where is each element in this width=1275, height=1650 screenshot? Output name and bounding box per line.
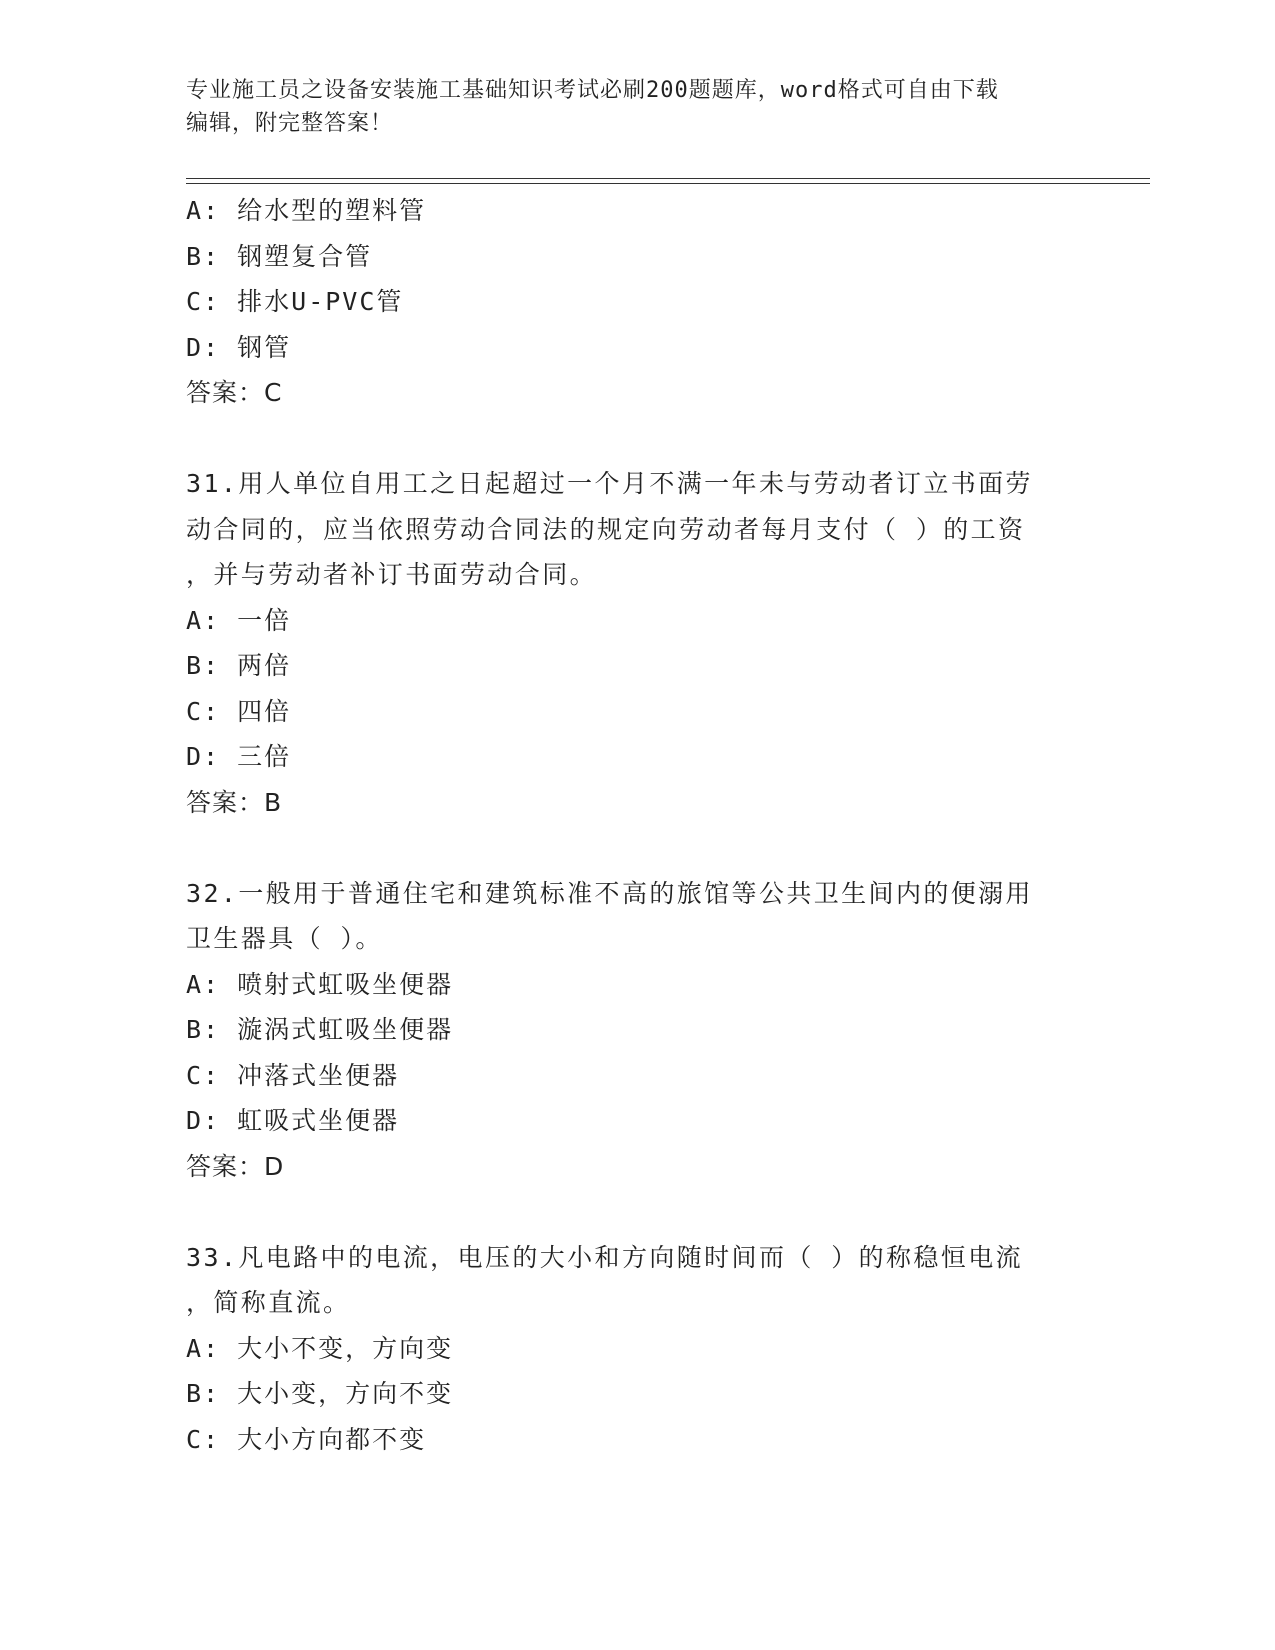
question-33 bbox=[186, 1235, 1086, 1463]
question-text-line: 31.用人单位自用工之日起超过一个月不满一年未与劳动者订立书面劳 bbox=[186, 469, 1033, 498]
option-b: B: 钢塑复合管 bbox=[186, 241, 373, 271]
question-32 bbox=[186, 871, 1086, 1190]
header-divider-top bbox=[186, 178, 1150, 179]
option-c: C: 四倍 bbox=[186, 696, 292, 726]
header-title-line-2: 编辑，附完整答案！ bbox=[186, 111, 394, 136]
option-a: A: 给水型的塑料管 bbox=[186, 196, 427, 225]
option-a: A: 大小不变，方向变 bbox=[186, 1333, 454, 1363]
question-30-continuation bbox=[186, 188, 1086, 416]
spacer bbox=[186, 416, 1086, 462]
option-a: A: 一倍 bbox=[186, 605, 292, 635]
question-text-line: ，并与劳动者补订书面劳动合同。 bbox=[186, 560, 598, 589]
option-c: C: 大小方向都不变 bbox=[186, 1424, 427, 1454]
question-text-line: 动合同的，应当依照劳动合同法的规定向劳动者每月支付（ ）的工资 bbox=[186, 514, 1026, 544]
option-b: B: 大小变，方向不变 bbox=[186, 1379, 454, 1408]
option-c: C: 排水U-PVC管 bbox=[186, 287, 404, 316]
spacer bbox=[186, 1189, 1086, 1235]
spacer bbox=[186, 825, 1086, 871]
option-d: D: 三倍 bbox=[186, 742, 292, 771]
question-list bbox=[186, 188, 1086, 1462]
answer-line: 答案：B bbox=[186, 787, 283, 817]
answer-line: 答案：D bbox=[186, 1151, 285, 1181]
option-d: D: 虹吸式坐便器 bbox=[186, 1106, 400, 1135]
answer-line: 答案：C bbox=[186, 378, 283, 407]
header-divider-bottom bbox=[186, 183, 1150, 184]
question-text-line: ，简称直流。 bbox=[186, 1288, 351, 1317]
header-title-line-1: 专业施工员之设备安装施工基础知识考试必刷200题题库，word格式可自由下载 bbox=[186, 78, 999, 103]
option-a: A: 喷射式虹吸坐便器 bbox=[186, 969, 454, 999]
option-d: D: 钢管 bbox=[186, 332, 292, 362]
question-text-line: 33.凡电路中的电流，电压的大小和方向随时间而（ ）的称稳恒电流 bbox=[186, 1242, 1024, 1272]
option-b: B: 两倍 bbox=[186, 651, 292, 680]
document-header bbox=[186, 74, 1066, 140]
question-text-line: 卫生器具（ ）。 bbox=[186, 924, 383, 953]
question-31 bbox=[186, 461, 1086, 825]
question-text-line: 32.一般用于普通住宅和建筑标准不高的旅馆等公共卫生间内的便溺用 bbox=[186, 878, 1033, 908]
option-b: B: 漩涡式虹吸坐便器 bbox=[186, 1015, 454, 1044]
option-c: C: 冲落式坐便器 bbox=[186, 1060, 400, 1090]
